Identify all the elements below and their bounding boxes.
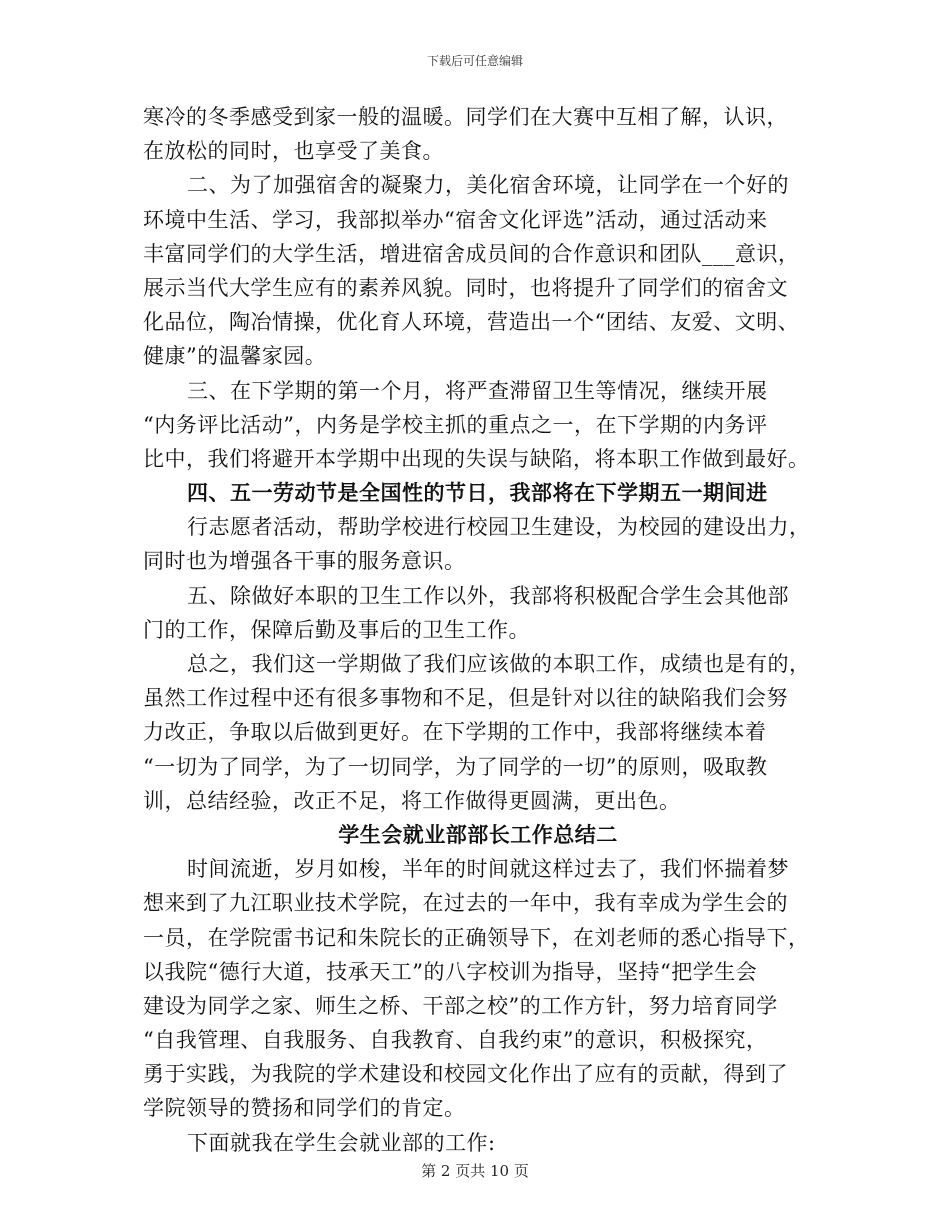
text-line: 勇于实践，为我院的学术建设和校园文化作出了应有的贡献，得到了: [143, 1062, 788, 1087]
text-line: 三、在下学期的第一个月，将严查滞留卫生等情况，继续开展: [187, 378, 768, 403]
text-line: 丰富同学们的大学生活，增进宿舍成员间的合作意识和团队___意识，: [143, 241, 800, 266]
section-heading: 学生会就业部部长工作总结二: [338, 821, 618, 847]
text-line: 环境中生活、学习，我部拟举办“宿舍文化评选”活动，通过活动来: [143, 207, 768, 232]
text-line: 总之，我们这一学期做了我们应该做的本职工作，成绩也是有的，: [187, 652, 811, 676]
text-line: 寒冷的冬季感受到家一般的温暖。同学们在大赛中互相了解，认识，: [143, 105, 788, 129]
text-line: 时间流逝，岁月如梭，半年的时间就这样过去了，我们怀揣着梦: [187, 857, 789, 882]
text-line: 同时也为增强各干事的服务意识。: [143, 549, 466, 574]
text-line: 行志愿者活动，帮助学校进行校园卫生建设，为校园的建设出力，: [187, 515, 811, 540]
text-line: 以我院“德行大道，技承天工”的八字校训为指导，坚持“把学生会: [143, 959, 758, 984]
text-line: 五、除做好本职的卫生工作以外，我部将积极配合学生会其他部: [187, 583, 789, 608]
text-line: 四、五一劳动节是全国性的节日，我部将在下学期五一期间进: [187, 480, 768, 506]
text-line: 化品位，陶冶情操，优化育人环境，营造出一个“团结、友爱、文明、: [143, 310, 800, 335]
text-line: 在放松的同时，也享受了美食。: [143, 139, 444, 164]
text-line: 下面就我在学生会就业部的工作:: [187, 1130, 496, 1155]
text-line: “一切为了同学，为了一切同学，为了同学的一切”的原则，吸取教: [143, 754, 768, 779]
text-line: 想来到了九江职业技术学院，在过去的一年中，我有幸成为学生会的: [143, 891, 788, 916]
text-line: “内务评比活动”，内务是学校主抓的重点之一，在下学期的内务评: [143, 412, 768, 437]
page-footer: 第 2 页共 10 页: [421, 1162, 529, 1180]
text-line: 训，总结经验，改正不足，将工作做得更圆满，更出色。: [143, 788, 681, 813]
text-line: 一员，在学院雷书记和朱院长的正确领导下，在刘老师的悉心指导下，: [143, 925, 810, 950]
page-header: 下载后可任意编辑: [426, 54, 523, 68]
text-line: 二、为了加强宿舍的凝聚力，美化宿舍环境，让同学在一个好的: [187, 173, 789, 198]
text-line: 学院领导的赞扬和同学们的肯定。: [143, 1096, 466, 1121]
text-line: 比中，我们将避开本学期中出现的失误与缺陷，将本职工作做到最好。: [143, 446, 810, 471]
document-body: [143, 100, 813, 1160]
text-line: 健康”的温馨家园。: [143, 344, 327, 369]
text-line: 力改正，争取以后做到更好。在下学期的工作中，我部将继续本着: [143, 720, 767, 745]
text-line: 门的工作，保障后勤及事后的卫生工作。: [143, 617, 530, 642]
text-line: 展示当代大学生应有的素养风貌。同时，也将提升了同学们的宿舍文: [143, 275, 788, 300]
text-line: “自我管理、自我服务、自我教育、自我约束”的意识，积极探究，: [143, 1028, 768, 1053]
text-line: 虽然工作过程中还有很多事物和不足，但是针对以往的缺陷我们会努: [143, 686, 788, 711]
text-line: 建设为同学之家、师生之桥、干部之校”的工作方针，努力培育同学: [143, 993, 778, 1018]
